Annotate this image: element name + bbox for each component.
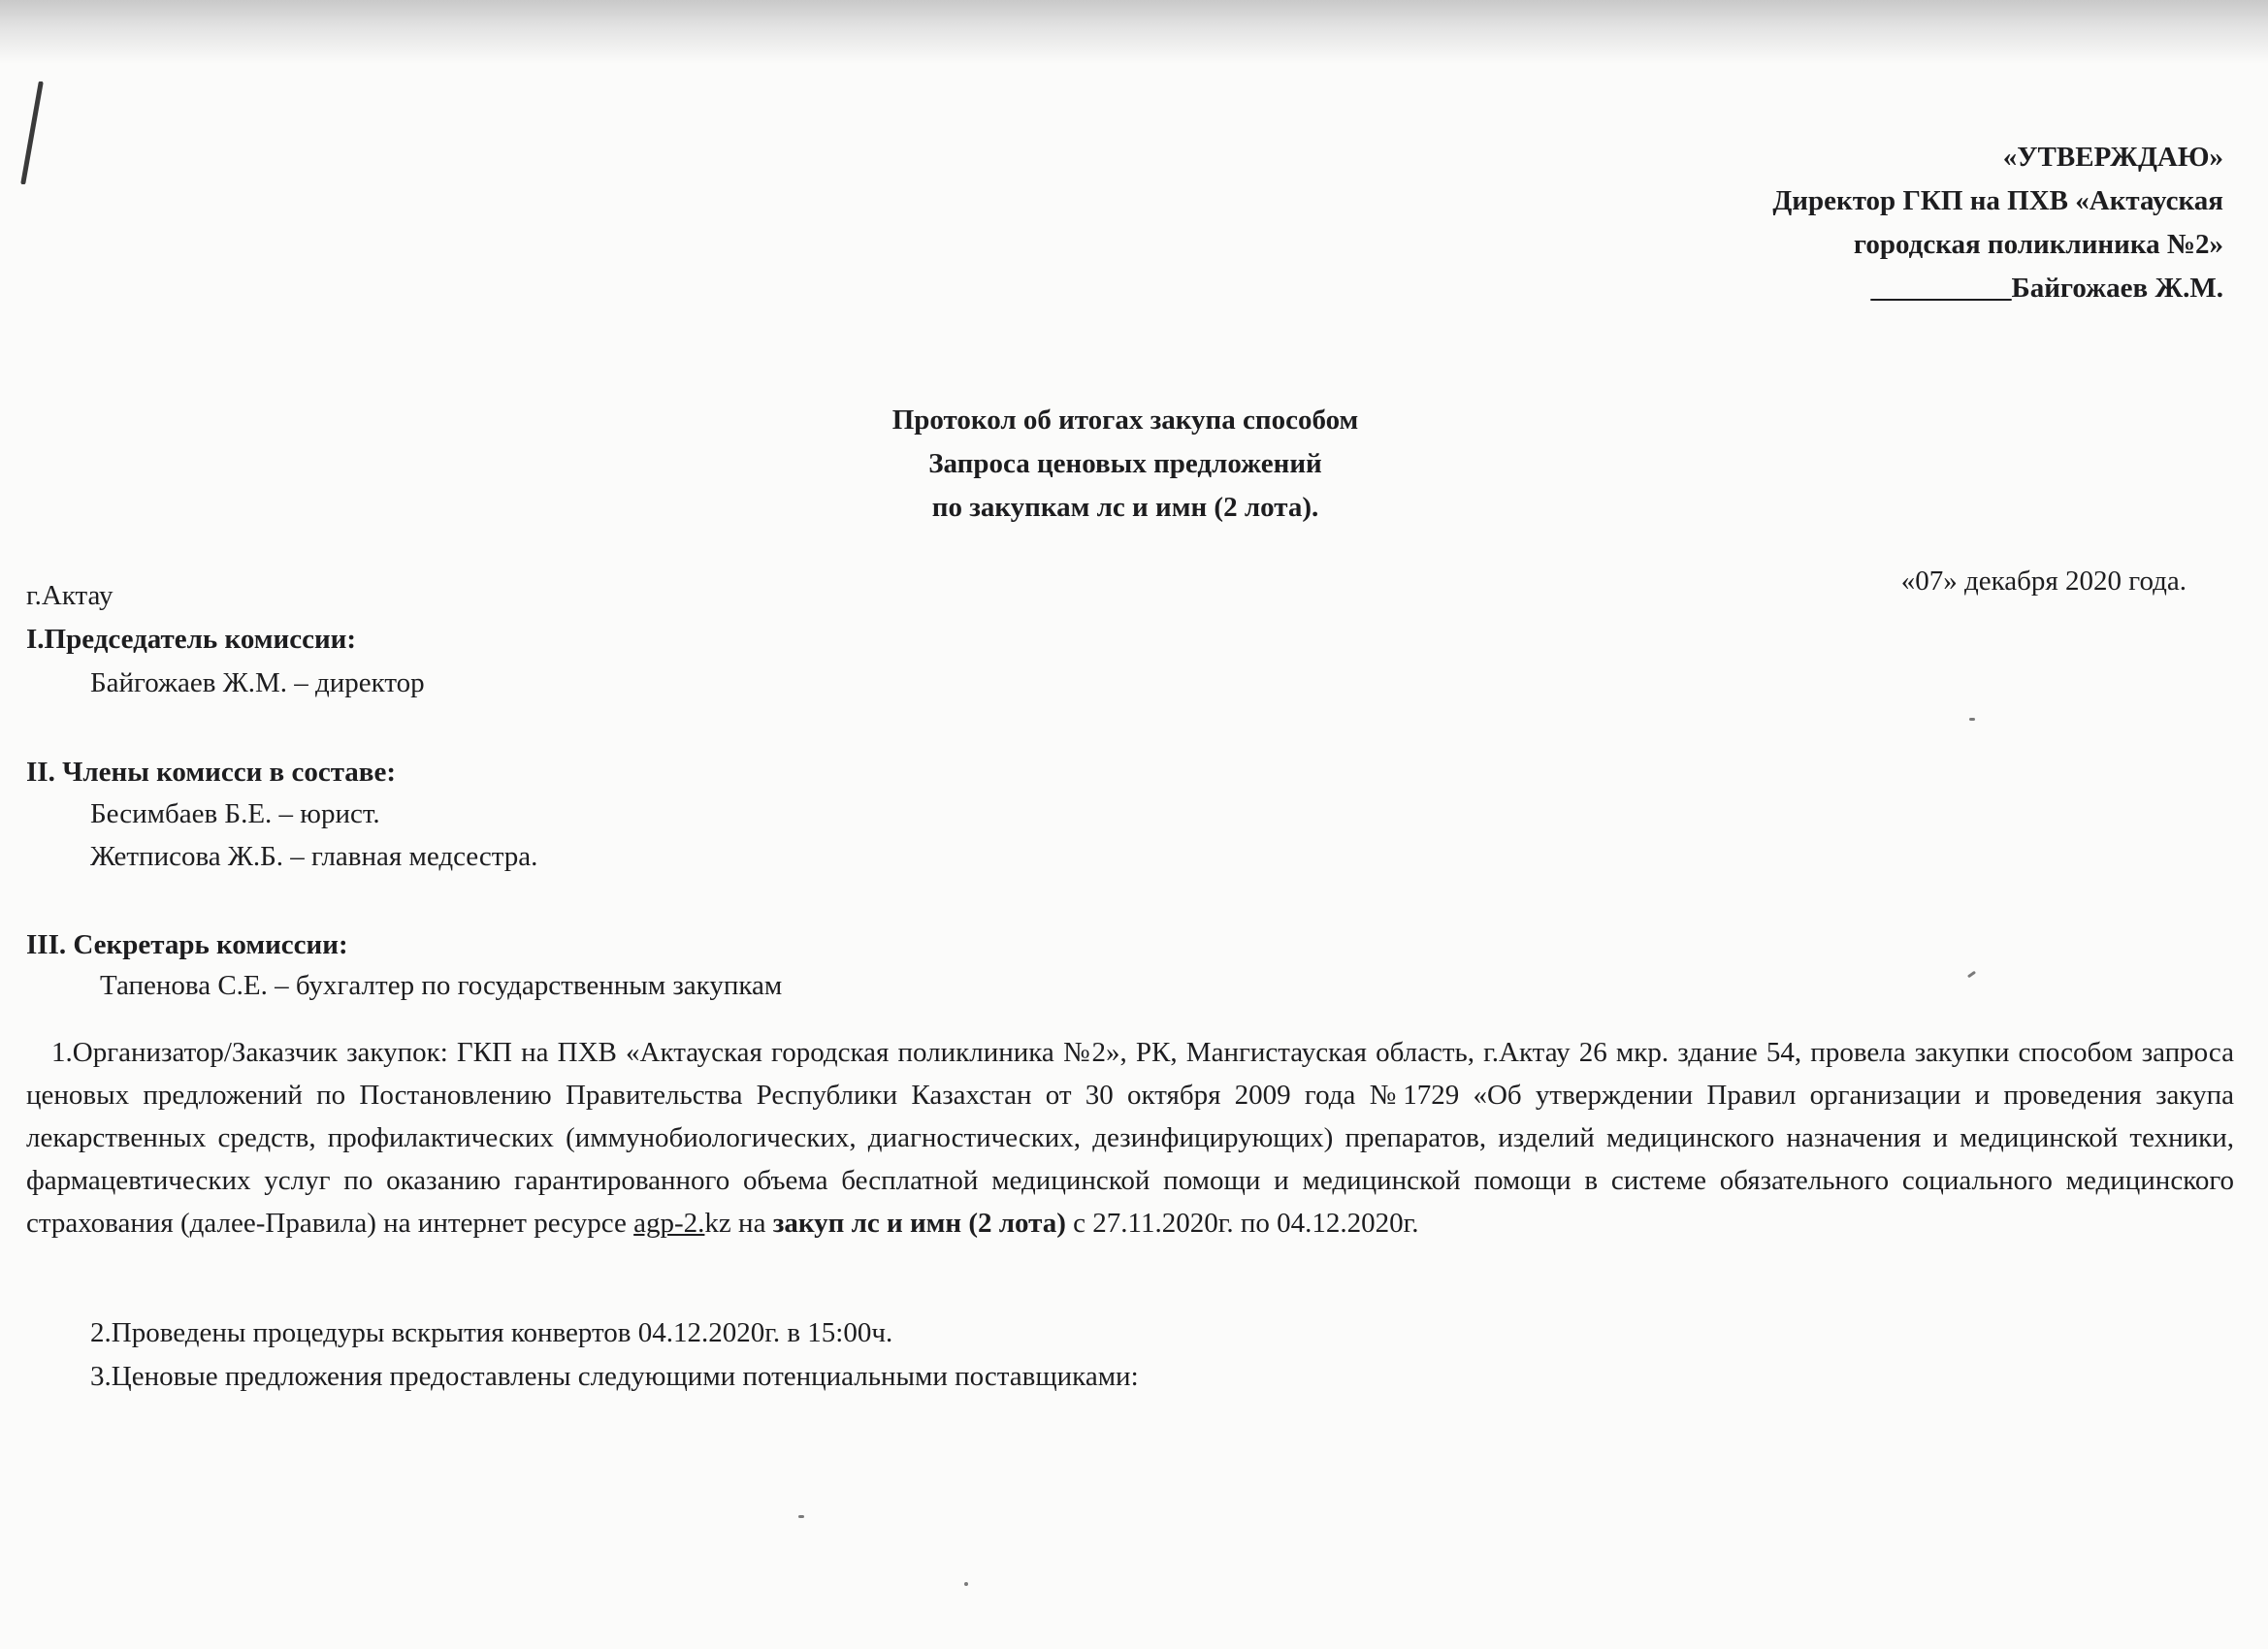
document-title xyxy=(737,399,1513,530)
member-1: Бесимбаев Б.Е. – юрист. xyxy=(90,798,380,829)
approval-line-3: городская поликлиника №2» xyxy=(1853,229,2223,260)
paragraph-1-bold: закуп лс и имн (2 лота) xyxy=(772,1208,1066,1239)
title-line-3: по закупкам лс и имн (2 лота). xyxy=(931,492,1319,523)
chairman-name: Байгожаев Ж.М. – директор xyxy=(90,667,425,698)
city: г.Актау xyxy=(26,580,113,611)
scan-speck xyxy=(798,1515,804,1518)
scan-shadow xyxy=(0,0,2268,64)
approval-line-2: Директор ГКП на ПХВ «Актауская xyxy=(1772,185,2223,216)
pen-mark xyxy=(17,81,47,184)
website-link[interactable]: agp-2. xyxy=(633,1208,705,1239)
item-2: 2.Проведены процедуры вскрытия конвертов 04.12.2020г. в 15:00ч. xyxy=(90,1317,893,1348)
scan-speck xyxy=(1967,971,1976,979)
member-2: Жетписова Ж.Б. – главная медсестра. xyxy=(90,841,538,872)
approval-signature-line: __________Байгожаев Ж.М. xyxy=(1870,273,2223,304)
members-heading: II. Члены комисси в составе: xyxy=(26,757,396,788)
paragraph-1-text: 1.Организатор/Заказчик закупок: ГКП на ПХВ «Актауская городская поликлиника №2», РК, Мангистауская область, г.Актау 26 мкр. здание 54, провела закупки способом запроса ценовых предложений по Постановлению Правительства Республики Казахстан от 30 октября 2009 года №1729 «Об утверждении Правил организации и проведения закупа лекарственных средств, профилактических (иммунобиологических, диагностических, дезинфицирующих) препаратов, изделий медицинского назначения и медицинской техники, фармацевтических услуг по оказанию гарантированного объема бесплатной медицинской помощи и медицинской помощи в системе обязательного социального медицинского страхования (далее-Правила) на интернет ресурсе xyxy=(26,1037,2234,1239)
title-line-1: Протокол об итогах закупа способом xyxy=(891,404,1359,436)
title-line-2: Запроса ценовых предложений xyxy=(928,448,1322,479)
chairman-heading: I.Председатель комиссии: xyxy=(26,624,357,655)
approval-block xyxy=(1350,136,2223,310)
paragraph-1-end: с 27.11.2020г. по 04.12.2020г. xyxy=(1073,1208,1419,1239)
paragraph-1 xyxy=(26,1031,2234,1245)
document-date: «07» декабря 2020 года. xyxy=(1900,566,2187,597)
paragraph-1-after-link: kz на xyxy=(704,1208,766,1239)
item-3: 3.Ценовые предложения предоставлены следующими потенциальными поставщиками: xyxy=(90,1361,1139,1392)
secretary-heading: III. Секретарь комиссии: xyxy=(26,929,348,960)
secretary-name: Тапенова С.Е. – бухгалтер по государственным закупкам xyxy=(100,970,783,1001)
scan-speck xyxy=(1969,718,1975,721)
approval-line-1: «УТВЕРЖДАЮ» xyxy=(2002,142,2223,173)
scan-speck xyxy=(964,1582,968,1586)
